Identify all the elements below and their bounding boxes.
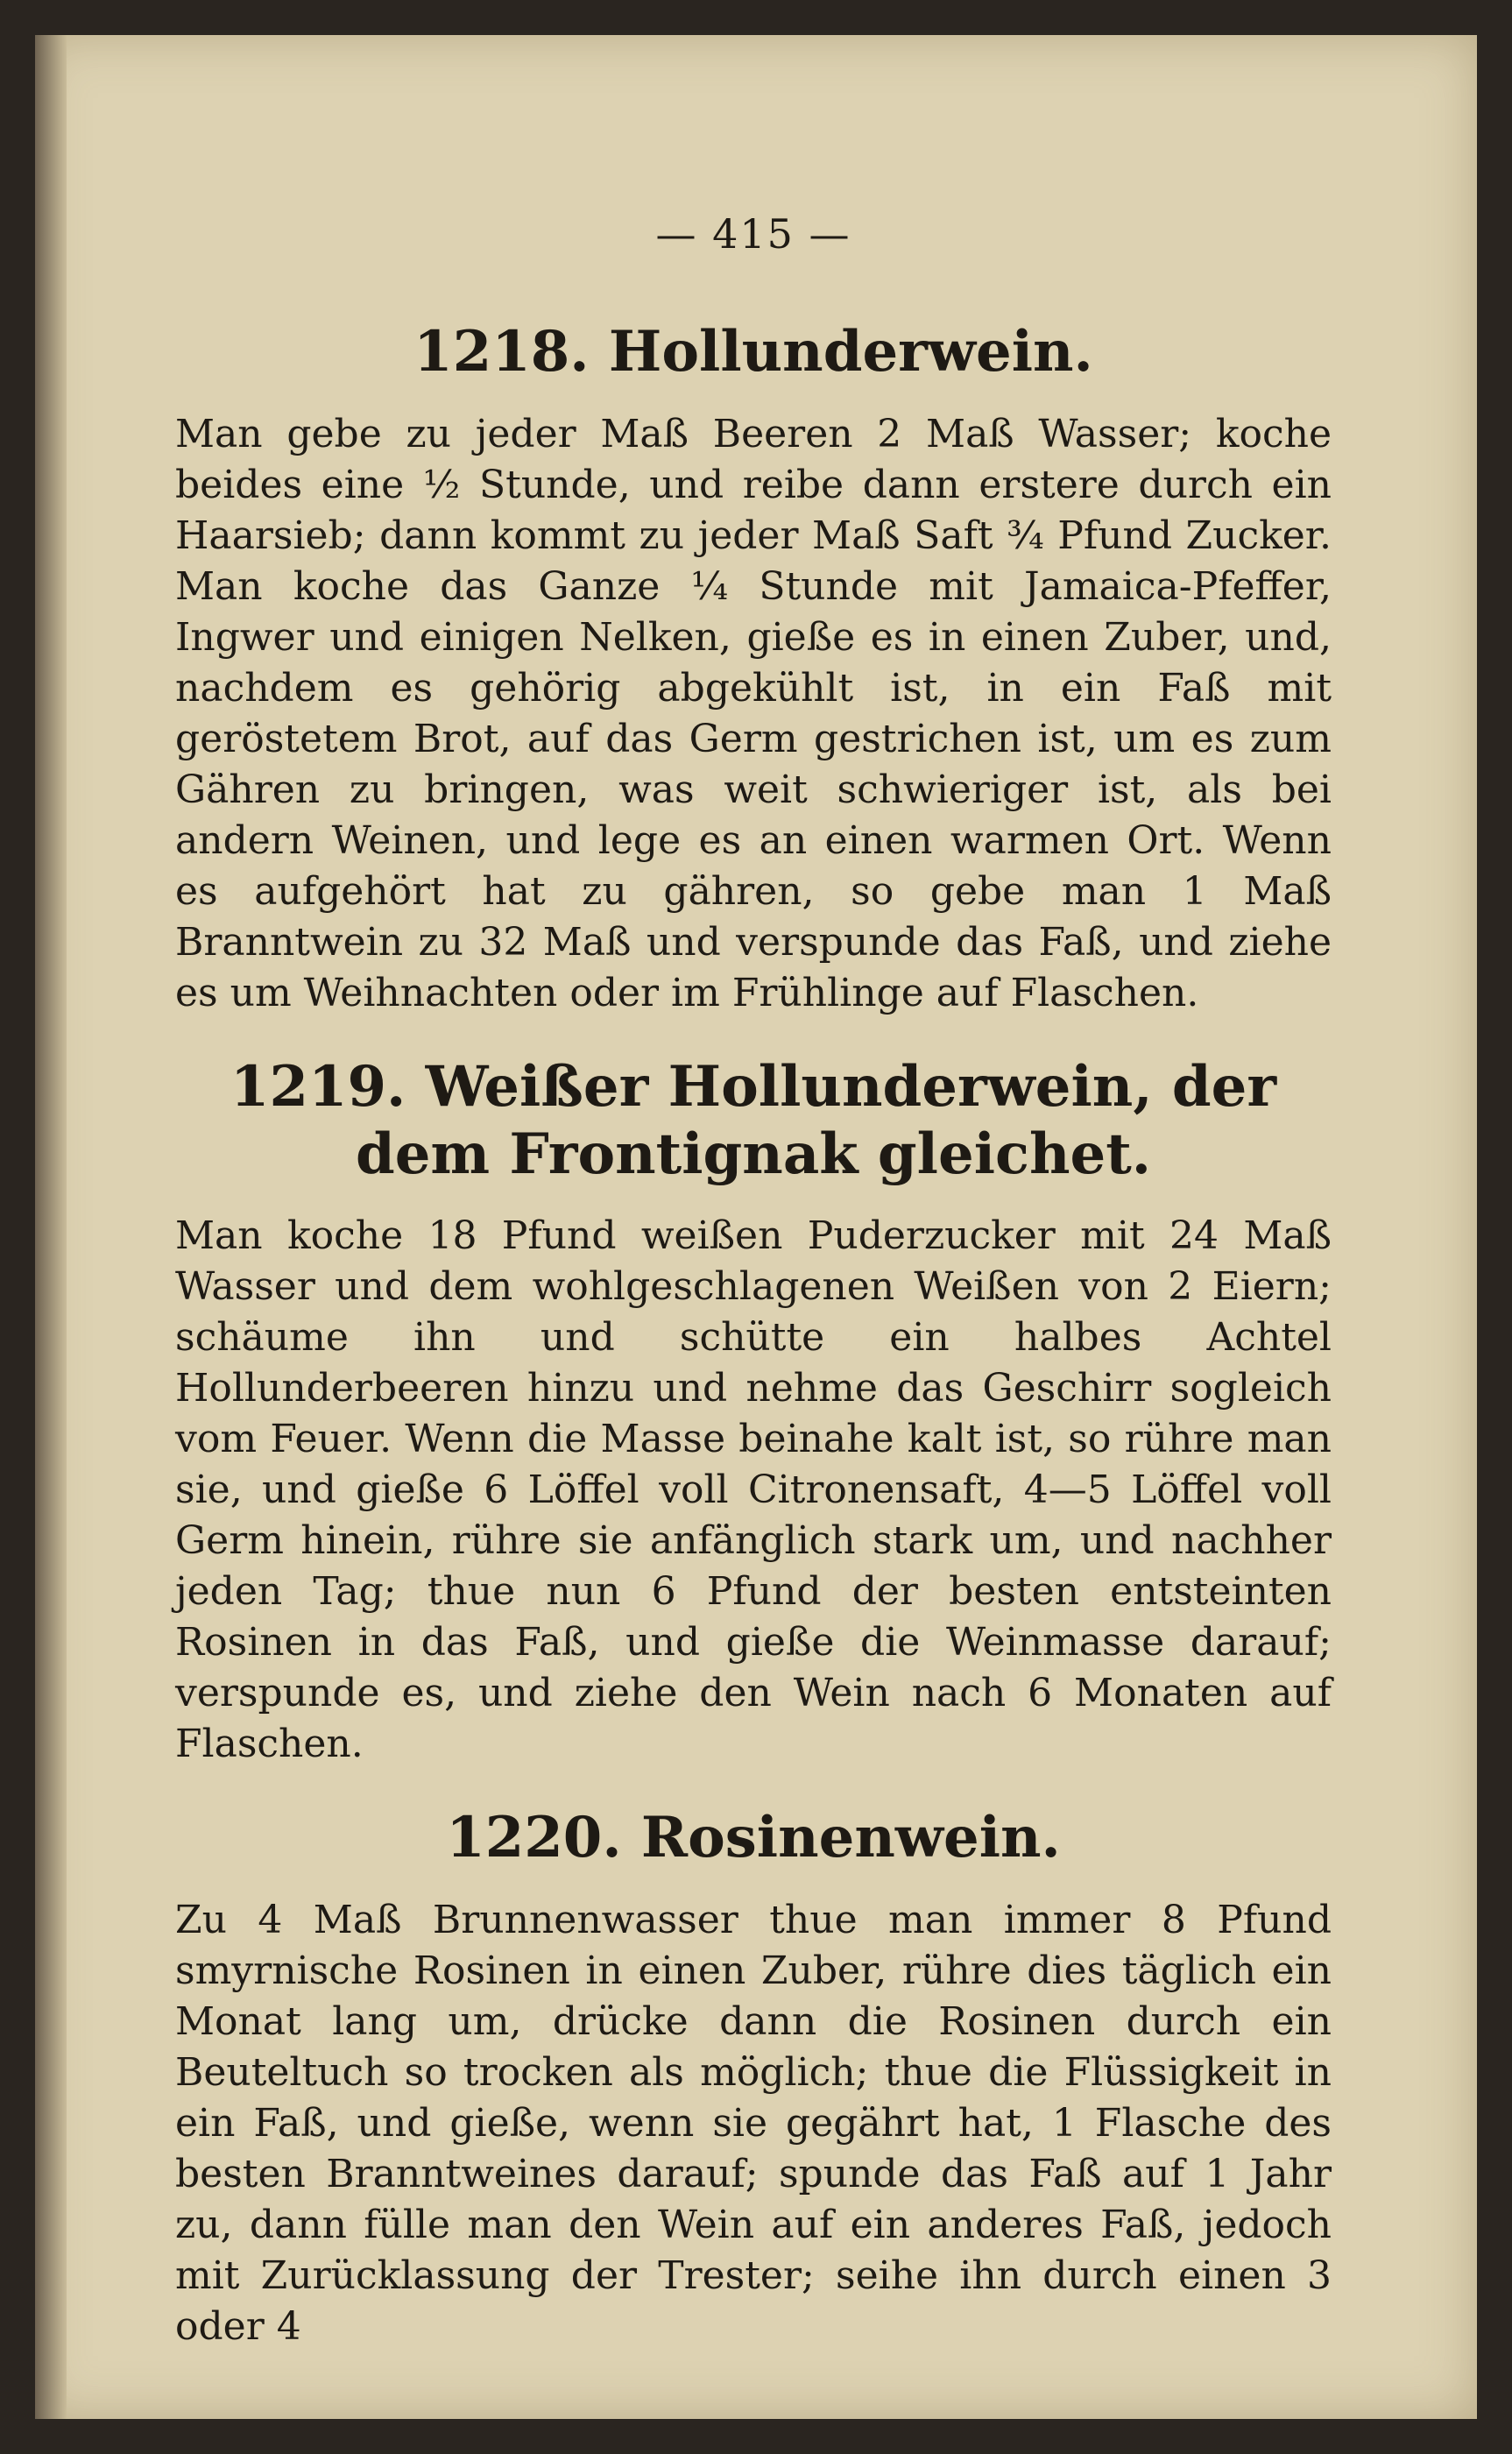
recipe-title: 1219. Weißer Hollunderwein, der dem Frontignak gleichet.: [230, 1053, 1277, 1187]
page-gutter: [35, 35, 67, 2419]
recipe-1219: [175, 1054, 1332, 1771]
page-content: [175, 210, 1332, 2387]
page-number: — 415 —: [655, 210, 851, 258]
recipe-body: Zu 4 Maß Brunnenwasser thue man immer 8 Pfund smyrnische Rosinen in einen Zuber, rühre dies täglich ein Monat lang um, drücke dann die Rosinen durch ein Beuteltuch so trocken als möglich; thue die Flüssigkeit in ein Faß, und gieße, wenn sie gegährt hat, 1 Flasche des besten Branntweines darauf; spunde das Faß auf 1 Jahr zu, dann fülle man den Wein auf ein anderes Faß, jedoch mit Zurücklassung der Trester; seihe ihn durch einen 3 oder 4: [175, 1898, 1332, 2350]
recipe-title: 1218. Hollunderwein.: [413, 319, 1093, 385]
recipe-1218: [175, 319, 1332, 1019]
book-page: [35, 35, 1477, 2419]
recipe-title: 1220. Rosinenwein.: [446, 1805, 1061, 1871]
recipe-body: Man koche 18 Pfund weißen Puderzucker mit 24 Maß Wasser und dem wohlgeschlagenen Weißen von 2 Eiern; schäume ihn und schütte ein halbes Achtel Hollunderbeeren hinzu und nehme das Geschirr sogleich vom Feuer. Wenn die Masse beinahe kalt ist, so rühre man sie, und gieße 6 Löffel voll Citronensaft, 4—5 Löffel voll Germ hinein, rühre sie anfänglich stark um, und nachher jeden Tag; thue nun 6 Pfund der besten entsteinten Rosinen in das Faß, und gieße die Weinmasse darauf; verspunde es, und ziehe den Wein nach 6 Monaten auf Flaschen.: [175, 1213, 1332, 1767]
recipe-body: Man gebe zu jeder Maß Beeren 2 Maß Wasser; koche beides eine ½ Stunde, und reibe dann erstere durch ein Haarsieb; dann kommt zu jeder Maß Saft ¾ Pfund Zucker. Man koche das Ganze ¼ Stunde mit Jamaica-Pfeffer, Ingwer und einigen Nelken, gieße es in einen Zuber, und, nachdem es gehörig abgekühlt ist, in ein Faß mit geröstetem Brot, auf das Germ gestrichen ist, um es zum Gähren zu bringen, was weit schwieriger ist, als bei andern Weinen, und lege es an einen warmen Ort. Wenn es aufgehört hat zu gähren, so gebe man 1 Maß Branntwein zu 32 Maß und verspunde das Faß, und ziehe es um Weihnachten oder im Frühlinge auf Flaschen.: [175, 411, 1332, 1015]
recipe-1220: [175, 1805, 1332, 2352]
